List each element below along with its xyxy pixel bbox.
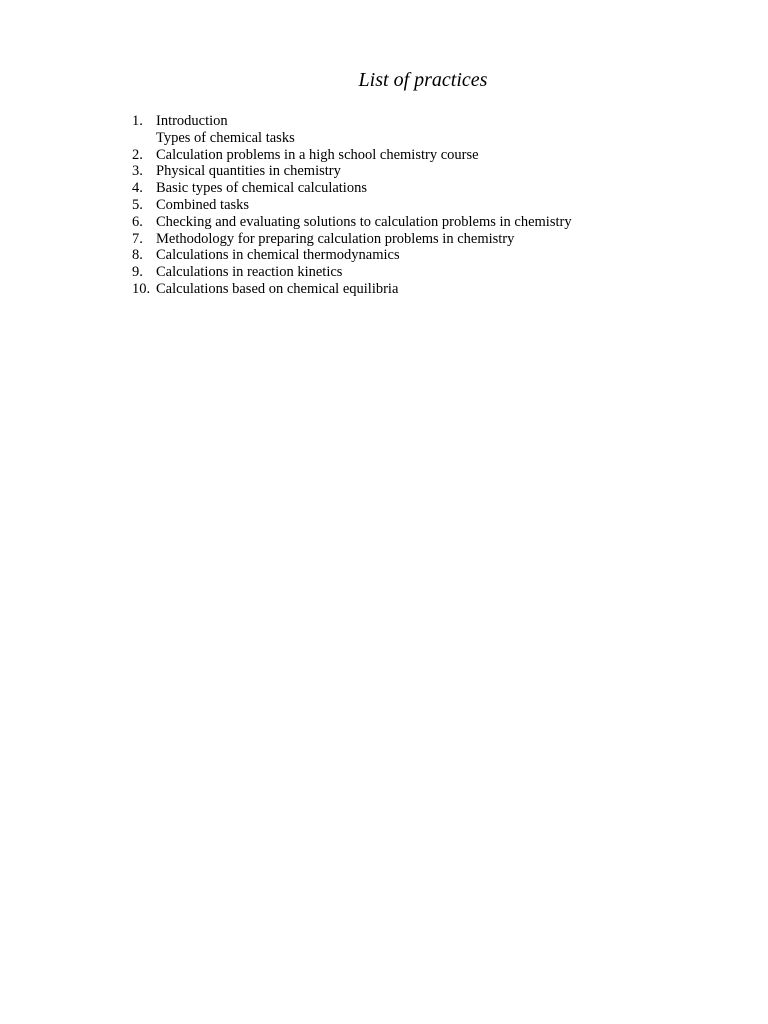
- list-item-text: Checking and evaluating solutions to calculation problems in chemistry: [156, 213, 572, 230]
- list-item-text: Combined tasks: [156, 196, 250, 213]
- list-item: [132, 163, 572, 180]
- list-item-number: 3.: [132, 163, 143, 180]
- list-item: [132, 264, 572, 281]
- list-item-number: 1.: [132, 113, 143, 129]
- list-item: [132, 247, 572, 264]
- list-item-text: Calculations based on chemical equilibria: [156, 280, 399, 297]
- list-item-number: 5.: [132, 196, 143, 213]
- list-item-text: Introduction: [156, 113, 228, 129]
- list-item: [132, 281, 572, 298]
- list-item-number: 8.: [132, 247, 143, 264]
- list-item: [132, 197, 572, 214]
- list-item-text: Basic types of chemical calculations: [156, 180, 367, 197]
- list-item-number: [132, 130, 156, 147]
- practice-list: [132, 113, 572, 298]
- list-item-number: 7.: [132, 230, 143, 247]
- list-item-number: 10.: [132, 280, 151, 297]
- list-item: [132, 214, 572, 231]
- list-item: [132, 130, 572, 147]
- list-item: [132, 231, 572, 248]
- list-item-number: 2.: [132, 146, 143, 163]
- list-item: [132, 113, 572, 130]
- list-item-text: Calculation problems in a high school chemistry course: [156, 146, 479, 163]
- list-item-number: 6.: [132, 213, 143, 230]
- list-item: [132, 147, 572, 164]
- list-item: [132, 180, 572, 197]
- list-item-text: Calculations in reaction kinetics: [156, 264, 343, 281]
- list-item-text: Methodology for preparing calculation problems in chemistry: [156, 230, 515, 247]
- list-item-text: Calculations in chemical thermodynamics: [156, 247, 400, 264]
- page-title: List of practices: [358, 69, 488, 91]
- list-item-text: Physical quantities in chemistry: [156, 163, 341, 180]
- list-item-number: 4.: [132, 180, 143, 197]
- list-item-number: 9.: [132, 264, 143, 281]
- list-item-text: Types of chemical tasks: [156, 129, 295, 146]
